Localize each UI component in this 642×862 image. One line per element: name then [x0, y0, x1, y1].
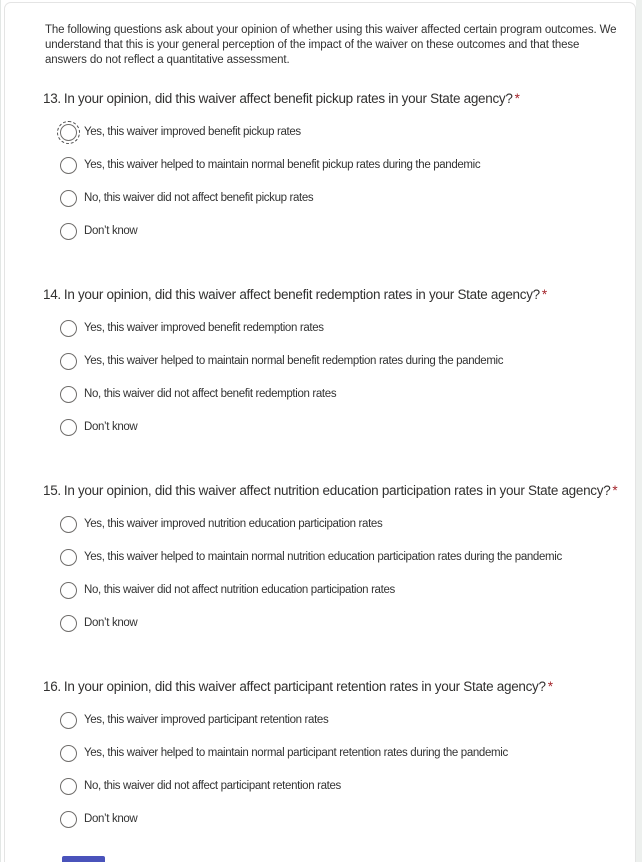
radio-button-icon[interactable] — [60, 419, 77, 436]
radio-option[interactable] — [43, 385, 635, 403]
question-title — [43, 678, 636, 696]
right-gutter — [636, 0, 642, 862]
question-13 — [43, 90, 635, 240]
option-label: No, this waiver did not affect nutrition education participation rates — [84, 584, 395, 596]
radio-button-icon[interactable] — [60, 516, 77, 533]
option-label: No, this waiver did not affect benefit pickup rates — [84, 192, 314, 204]
option-label: Yes, this waiver helped to maintain normal benefit redemption rates during the pandemic — [84, 355, 504, 367]
radio-button-icon[interactable] — [60, 778, 77, 795]
option-label: Don’t know — [84, 617, 138, 629]
radio-option[interactable] — [43, 548, 635, 566]
radio-button-icon[interactable] — [60, 223, 77, 240]
radio-button-icon[interactable] — [60, 745, 77, 762]
required-asterisk: * — [541, 287, 547, 302]
partial-button[interactable] — [62, 856, 105, 862]
option-label: No, this waiver did not affect participant retention rates — [84, 780, 341, 792]
radio-button-icon[interactable] — [60, 386, 77, 403]
form-section-card — [4, 2, 636, 862]
radio-option[interactable] — [43, 156, 635, 174]
options-group — [43, 515, 635, 632]
radio-option[interactable] — [43, 418, 635, 436]
option-label: Yes, this waiver improved participant retention rates — [84, 714, 329, 726]
radio-option[interactable] — [43, 711, 635, 729]
required-asterisk: * — [547, 679, 553, 694]
question-14 — [43, 286, 635, 436]
radio-option[interactable] — [43, 581, 635, 599]
radio-button-icon[interactable] — [60, 811, 77, 828]
radio-button-icon[interactable] — [60, 582, 77, 599]
radio-option[interactable] — [43, 123, 635, 141]
radio-option[interactable] — [43, 352, 635, 370]
question-text: In your opinion, did this waiver affect benefit pickup rates in your State agency? — [63, 91, 513, 106]
left-edge-line — [0, 0, 1, 862]
radio-option[interactable] — [43, 777, 635, 795]
question-number: 14. — [43, 287, 61, 302]
radio-option[interactable] — [43, 515, 635, 533]
radio-option[interactable] — [43, 189, 635, 207]
options-group — [43, 711, 635, 828]
radio-button-icon[interactable] — [60, 190, 77, 207]
option-label: Don’t know — [84, 225, 138, 237]
question-title — [43, 286, 636, 304]
question-number: 15. — [43, 483, 61, 498]
section-description: The following questions ask about your opinion of whether using this waiver affected certain program outcomes. We understand that this is your general perception of the impact of the waiver on these outcomes and that these answers do not reflect a quantitative assessment. — [45, 24, 617, 66]
radio-button-icon[interactable] — [60, 549, 77, 566]
radio-button-icon[interactable] — [60, 124, 77, 141]
option-label: No, this waiver did not affect benefit redemption rates — [84, 388, 337, 400]
option-label: Don’t know — [84, 421, 138, 433]
radio-option[interactable] — [43, 614, 635, 632]
option-label: Don’t know — [84, 813, 138, 825]
question-number: 16. — [43, 679, 61, 694]
question-16 — [43, 678, 635, 828]
option-label: Yes, this waiver helped to maintain normal nutrition education participation rates during the pandemic — [84, 551, 562, 563]
options-group — [43, 123, 635, 240]
radio-button-icon[interactable] — [60, 320, 77, 337]
radio-button-icon[interactable] — [60, 157, 77, 174]
radio-option[interactable] — [43, 319, 635, 337]
radio-button-icon[interactable] — [60, 615, 77, 632]
required-asterisk: * — [514, 91, 520, 106]
radio-option[interactable] — [43, 744, 635, 762]
options-group — [43, 319, 635, 436]
required-asterisk: * — [612, 483, 618, 498]
radio-button-icon[interactable] — [60, 712, 77, 729]
option-label: Yes, this waiver helped to maintain normal participant retention rates during the pandemic — [84, 747, 508, 759]
radio-button-icon[interactable] — [60, 353, 77, 370]
radio-option[interactable] — [43, 810, 635, 828]
question-15 — [43, 482, 635, 632]
question-text: In your opinion, did this waiver affect benefit redemption rates in your State agency? — [63, 287, 540, 302]
option-label: Yes, this waiver improved benefit pickup rates — [84, 126, 301, 138]
question-title — [43, 482, 636, 500]
option-label: Yes, this waiver helped to maintain normal benefit pickup rates during the pandemic — [84, 159, 481, 171]
option-label: Yes, this waiver improved nutrition education participation rates — [84, 518, 383, 530]
question-title — [43, 90, 636, 108]
question-text: In your opinion, did this waiver affect participant retention rates in your State agency? — [63, 679, 546, 694]
question-number: 13. — [43, 91, 61, 106]
radio-option[interactable] — [43, 222, 635, 240]
question-text: In your opinion, did this waiver affect nutrition education participation rates in your State agency? — [63, 483, 611, 498]
option-label: Yes, this waiver improved benefit redemption rates — [84, 322, 324, 334]
